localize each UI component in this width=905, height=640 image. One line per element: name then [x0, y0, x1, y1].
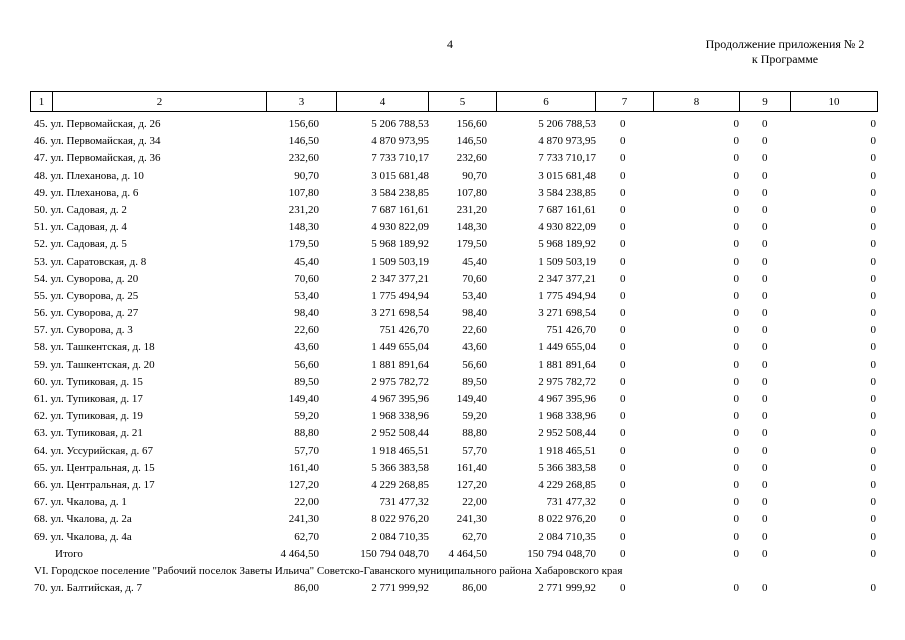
row-cell: 1 918 465,51 — [371, 444, 429, 457]
row-cell: 0 — [870, 324, 876, 337]
row-cell: 731 477,32 — [546, 496, 596, 509]
row-label: 65. ул. Центральная, д. 15 — [34, 461, 155, 474]
row-cell: 0 — [620, 530, 626, 543]
row-cell: 7 733 710,17 — [538, 152, 596, 165]
row-cell: 0 — [870, 530, 876, 543]
row-cell: 0 — [733, 118, 739, 130]
row-cell: 70,60 — [294, 272, 319, 285]
row-cell: 0 — [762, 393, 768, 405]
row-cell: 146,50 — [288, 135, 319, 148]
row-cell: 3 015 681,48 — [371, 169, 429, 182]
row-cell: 149,40 — [456, 393, 487, 405]
table-row — [0, 220, 905, 237]
row-cell: 156,60 — [456, 118, 487, 130]
row-cell: 0 — [620, 203, 626, 216]
row-cell: 0 — [620, 307, 626, 320]
row-cell: 0 — [733, 444, 739, 457]
header-cell: 8 — [654, 92, 740, 112]
row-cell: 98,40 — [462, 307, 487, 320]
row-cell: 90,70 — [294, 169, 319, 182]
row-cell: 0 — [733, 255, 739, 268]
row-cell: 0 — [620, 410, 626, 423]
row-cell: 53,40 — [462, 289, 487, 302]
row-cell: 0 — [620, 582, 626, 595]
row-label: 63. ул. Тупиковая, д. 21 — [34, 427, 143, 440]
row-cell: 0 — [620, 461, 626, 474]
row-label: 64. ул. Уссурийская, д. 67 — [34, 444, 153, 457]
row-cell: 0 — [870, 358, 876, 371]
row-cell: 0 — [620, 444, 626, 457]
row-cell: 0 — [762, 238, 768, 251]
row-label: 53. ул. Саратовская, д. 8 — [34, 255, 147, 268]
row-cell: 0 — [620, 221, 626, 234]
row-cell: 0 — [733, 238, 739, 251]
row-cell: 0 — [620, 186, 626, 199]
row-cell: 0 — [870, 427, 876, 440]
row-cell: 7 687 161,61 — [371, 203, 429, 216]
row-cell: 4 870 973,95 — [371, 135, 429, 148]
row-cell: 0 — [733, 358, 739, 371]
row-cell: 0 — [870, 513, 876, 526]
row-cell: 161,40 — [456, 461, 487, 474]
row-cell: 0 — [733, 221, 739, 234]
table-row — [0, 426, 905, 443]
row-label: 59. ул. Ташкентская, д. 20 — [34, 358, 155, 371]
row-cell: 86,00 — [294, 582, 319, 595]
row-cell: 7 733 710,17 — [371, 152, 429, 165]
row-cell: 5 366 383,58 — [371, 461, 429, 474]
row-cell: 4 930 822,09 — [371, 221, 429, 234]
row-label: 46. ул. Первомайская, д. 34 — [34, 135, 161, 148]
row-cell: 3 015 681,48 — [538, 169, 596, 182]
header-cell: 10 — [791, 92, 878, 112]
row-cell: 751 426,70 — [379, 324, 429, 337]
row-cell: 0 — [620, 513, 626, 526]
row-cell: 4 229 268,85 — [371, 478, 429, 491]
header-cell: 6 — [497, 92, 596, 112]
row-cell: 179,50 — [288, 238, 319, 251]
row-cell: 0 — [620, 427, 626, 440]
row-cell: 751 426,70 — [546, 324, 596, 337]
row-cell: 4 464,50 — [280, 547, 319, 560]
row-label: 54. ул. Суворова, д. 20 — [34, 272, 139, 285]
row-cell: 0 — [620, 272, 626, 285]
row-cell: 22,00 — [294, 496, 319, 509]
row-cell: 0 — [762, 341, 768, 354]
row-cell: 0 — [620, 238, 626, 251]
header-cell: 1 — [31, 92, 53, 112]
row-cell: 22,00 — [462, 496, 487, 509]
row-cell: 0 — [870, 203, 876, 216]
row-cell: 1 918 465,51 — [538, 444, 596, 457]
row-cell: 0 — [733, 375, 739, 388]
row-label: 56. ул. Суворова, д. 27 — [34, 307, 139, 320]
row-cell: 0 — [733, 513, 739, 526]
row-cell: 150 794 048,70 — [360, 547, 429, 560]
row-cell: 0 — [870, 582, 876, 595]
row-cell: 0 — [620, 118, 626, 130]
row-cell: 0 — [762, 307, 768, 320]
row-cell: 0 — [762, 135, 768, 148]
row-cell: 88,80 — [462, 427, 487, 440]
row-cell: 0 — [870, 393, 876, 405]
row-cell: 0 — [733, 547, 739, 560]
row-cell: 148,30 — [288, 221, 319, 234]
section-title: VI. Городское поселение "Рабочий поселок Заветы Ильича" Советско-Гаванского муниципального района Хабаровского края — [34, 564, 623, 577]
row-cell: 156,60 — [288, 118, 319, 130]
row-cell: 22,60 — [294, 324, 319, 337]
row-cell: 0 — [762, 358, 768, 371]
row-cell: 5 206 788,53 — [538, 118, 596, 130]
row-cell: 0 — [762, 118, 768, 130]
row-cell: 0 — [620, 358, 626, 371]
appendix-title — [695, 37, 875, 67]
row-cell: 70,60 — [462, 272, 487, 285]
row-cell: 22,60 — [462, 324, 487, 337]
row-label: 70. ул. Балтийская, д. 7 — [34, 582, 142, 595]
row-cell: 45,40 — [462, 255, 487, 268]
row-cell: 2 952 508,44 — [371, 427, 429, 440]
table-row — [0, 392, 905, 409]
row-cell: 0 — [733, 530, 739, 543]
row-cell: 0 — [870, 289, 876, 302]
row-label: 52. ул. Садовая, д. 5 — [34, 238, 127, 251]
row-cell: 89,50 — [294, 375, 319, 388]
row-cell: 0 — [870, 238, 876, 251]
row-cell: 2 975 782,72 — [538, 375, 596, 388]
row-cell: 0 — [870, 444, 876, 457]
row-cell: 5 968 189,92 — [538, 238, 596, 251]
section-row — [0, 564, 905, 581]
row-label: 55. ул. Суворова, д. 25 — [34, 289, 139, 302]
row-cell: 241,30 — [456, 513, 487, 526]
row-label: 50. ул. Садовая, д. 2 — [34, 203, 127, 216]
table-row — [0, 444, 905, 461]
row-cell: 0 — [620, 547, 626, 560]
table-row — [0, 375, 905, 392]
row-cell: 5 968 189,92 — [371, 238, 429, 251]
row-label: 51. ул. Садовая, д. 4 — [34, 221, 127, 234]
row-cell: 0 — [733, 203, 739, 216]
row-cell: 0 — [733, 427, 739, 440]
row-label: 69. ул. Чкалова, д. 4а — [34, 530, 132, 543]
row-cell: 2 347 377,21 — [538, 272, 596, 285]
row-cell: 0 — [733, 582, 739, 595]
row-cell: 0 — [870, 410, 876, 423]
table-body — [0, 117, 905, 598]
row-cell: 0 — [762, 461, 768, 474]
row-cell: 0 — [762, 427, 768, 440]
row-cell: 4 229 268,85 — [538, 478, 596, 491]
row-cell: 62,70 — [294, 530, 319, 543]
row-cell: 3 584 238,85 — [371, 186, 429, 199]
row-cell: 0 — [733, 272, 739, 285]
table-row — [0, 358, 905, 375]
row-cell: 53,40 — [294, 289, 319, 302]
row-cell: 0 — [870, 461, 876, 474]
row-cell: 107,80 — [288, 186, 319, 199]
row-cell: 0 — [762, 478, 768, 491]
header-cell: 2 — [53, 92, 267, 112]
row-cell: 0 — [762, 496, 768, 509]
row-cell: 1 881 891,64 — [538, 358, 596, 371]
row-cell: 0 — [733, 324, 739, 337]
row-cell: 4 464,50 — [448, 547, 487, 560]
row-cell: 59,20 — [462, 410, 487, 423]
header-cell: 9 — [740, 92, 791, 112]
row-cell: 4 870 973,95 — [538, 135, 596, 148]
header-cell: 4 — [337, 92, 429, 112]
row-cell: 0 — [733, 186, 739, 199]
row-cell: 0 — [733, 393, 739, 405]
row-cell: 5 206 788,53 — [371, 118, 429, 130]
row-cell: 0 — [762, 272, 768, 285]
row-cell: 45,40 — [294, 255, 319, 268]
row-cell: 1 449 655,04 — [371, 341, 429, 354]
row-cell: 0 — [762, 375, 768, 388]
row-cell: 57,70 — [294, 444, 319, 457]
row-cell: 1 968 338,96 — [538, 410, 596, 423]
row-cell: 89,50 — [462, 375, 487, 388]
row-cell: 0 — [762, 152, 768, 165]
table-row — [0, 461, 905, 478]
row-cell: 241,30 — [288, 513, 319, 526]
row-cell: 148,30 — [456, 221, 487, 234]
row-cell: 0 — [620, 496, 626, 509]
row-cell: 0 — [620, 152, 626, 165]
row-cell: 0 — [762, 186, 768, 199]
row-cell: 98,40 — [294, 307, 319, 320]
table-row — [0, 478, 905, 495]
header-cell: 7 — [596, 92, 654, 112]
appendix-title-line: Продолжение приложения № 2 — [705, 37, 865, 51]
row-cell: 0 — [762, 203, 768, 216]
table-row — [0, 117, 905, 134]
row-cell: 1 509 503,19 — [371, 255, 429, 268]
table-row — [0, 289, 905, 306]
row-cell: 127,20 — [456, 478, 487, 491]
table-row — [0, 547, 905, 564]
row-cell: 0 — [620, 169, 626, 182]
page-number: 4 — [447, 37, 453, 51]
row-cell: 1 775 494,94 — [538, 289, 596, 302]
table-header — [30, 91, 878, 112]
row-cell: 0 — [762, 289, 768, 302]
row-cell: 1 449 655,04 — [538, 341, 596, 354]
row-cell: 0 — [620, 135, 626, 148]
row-cell: 2 771 999,92 — [538, 582, 596, 595]
row-cell: 0 — [620, 289, 626, 302]
row-label: 66. ул. Центральная, д. 17 — [34, 478, 155, 491]
row-cell: 4 967 395,96 — [371, 393, 429, 405]
row-label: Итого — [55, 547, 83, 560]
row-cell: 0 — [870, 272, 876, 285]
row-cell: 0 — [870, 186, 876, 199]
table-row — [0, 134, 905, 151]
table-row — [0, 495, 905, 512]
row-cell: 0 — [870, 152, 876, 165]
row-label: 48. ул. Плеханова, д. 10 — [34, 169, 144, 182]
row-cell: 7 687 161,61 — [538, 203, 596, 216]
row-cell: 0 — [870, 169, 876, 182]
row-cell: 0 — [733, 341, 739, 354]
row-cell: 146,50 — [456, 135, 487, 148]
table-row — [0, 340, 905, 357]
row-cell: 0 — [762, 221, 768, 234]
row-label: 62. ул. Тупиковая, д. 19 — [34, 410, 143, 423]
row-cell: 0 — [733, 289, 739, 302]
row-cell: 43,60 — [462, 341, 487, 354]
row-label: 49. ул. Плеханова, д. 6 — [34, 186, 139, 199]
table-row — [0, 186, 905, 203]
table-row — [0, 255, 905, 272]
table-row — [0, 409, 905, 426]
header-cell: 3 — [267, 92, 337, 112]
row-cell: 0 — [762, 410, 768, 423]
row-cell: 4 967 395,96 — [538, 393, 596, 405]
row-cell: 0 — [762, 513, 768, 526]
row-cell: 90,70 — [462, 169, 487, 182]
row-cell: 0 — [620, 375, 626, 388]
row-cell: 179,50 — [456, 238, 487, 251]
row-cell: 2 084 710,35 — [538, 530, 596, 543]
row-cell: 0 — [762, 547, 768, 560]
row-cell: 0 — [870, 375, 876, 388]
row-cell: 3 584 238,85 — [538, 186, 596, 199]
row-label: 61. ул. Тупиковая, д. 17 — [34, 393, 143, 405]
row-cell: 0 — [620, 255, 626, 268]
row-label: 60. ул. Тупиковая, д. 15 — [34, 375, 143, 388]
row-cell: 0 — [870, 341, 876, 354]
row-cell: 0 — [733, 307, 739, 320]
row-cell: 0 — [733, 135, 739, 148]
row-cell: 1 968 338,96 — [371, 410, 429, 423]
row-cell: 3 271 698,54 — [538, 307, 596, 320]
row-cell: 0 — [762, 444, 768, 457]
table-row — [0, 237, 905, 254]
row-cell: 2 084 710,35 — [371, 530, 429, 543]
row-cell: 5 366 383,58 — [538, 461, 596, 474]
row-label: 45. ул. Первомайская, д. 26 — [34, 118, 161, 130]
row-cell: 62,70 — [462, 530, 487, 543]
row-cell: 1 881 891,64 — [371, 358, 429, 371]
row-cell: 59,20 — [294, 410, 319, 423]
table-row — [0, 512, 905, 529]
row-cell: 232,60 — [288, 152, 319, 165]
header-cell: 5 — [429, 92, 497, 112]
row-cell: 731 477,32 — [379, 496, 429, 509]
table-row — [0, 306, 905, 323]
row-cell: 56,60 — [462, 358, 487, 371]
row-cell: 0 — [870, 547, 876, 560]
table-row — [0, 530, 905, 547]
row-cell: 1 775 494,94 — [371, 289, 429, 302]
row-label: 58. ул. Ташкентская, д. 18 — [34, 341, 155, 354]
row-cell: 2 975 782,72 — [371, 375, 429, 388]
row-cell: 0 — [870, 307, 876, 320]
row-cell: 0 — [762, 169, 768, 182]
row-cell: 0 — [870, 255, 876, 268]
row-cell: 0 — [762, 324, 768, 337]
header-row — [31, 92, 878, 112]
row-cell: 56,60 — [294, 358, 319, 371]
table-row — [0, 581, 905, 598]
row-cell: 2 771 999,92 — [371, 582, 429, 595]
row-cell: 0 — [733, 461, 739, 474]
row-cell: 0 — [762, 255, 768, 268]
row-cell: 86,00 — [462, 582, 487, 595]
table-row — [0, 151, 905, 168]
table-row — [0, 203, 905, 220]
row-cell: 0 — [733, 496, 739, 509]
row-cell: 0 — [733, 478, 739, 491]
table-row — [0, 323, 905, 340]
row-label: 68. ул. Чкалова, д. 2а — [34, 513, 132, 526]
row-cell: 107,80 — [456, 186, 487, 199]
row-cell: 0 — [620, 324, 626, 337]
row-label: 47. ул. Первомайская, д. 36 — [34, 152, 161, 165]
table-row — [0, 272, 905, 289]
row-cell: 161,40 — [288, 461, 319, 474]
row-cell: 3 271 698,54 — [371, 307, 429, 320]
row-cell: 0 — [762, 530, 768, 543]
row-cell: 0 — [620, 341, 626, 354]
row-cell: 57,70 — [462, 444, 487, 457]
row-cell: 232,60 — [456, 152, 487, 165]
row-cell: 231,20 — [456, 203, 487, 216]
row-label: 67. ул. Чкалова, д. 1 — [34, 496, 127, 509]
row-cell: 0 — [733, 169, 739, 182]
row-cell: 149,40 — [288, 393, 319, 405]
row-cell: 0 — [870, 118, 876, 130]
row-cell: 43,60 — [294, 341, 319, 354]
row-cell: 127,20 — [288, 478, 319, 491]
row-cell: 2 952 508,44 — [538, 427, 596, 440]
row-cell: 0 — [870, 221, 876, 234]
row-cell: 4 930 822,09 — [538, 221, 596, 234]
row-cell: 0 — [733, 410, 739, 423]
row-cell: 231,20 — [288, 203, 319, 216]
row-cell: 0 — [620, 478, 626, 491]
row-cell: 150 794 048,70 — [527, 547, 596, 560]
row-cell: 88,80 — [294, 427, 319, 440]
row-label: 57. ул. Суворова, д. 3 — [34, 324, 133, 337]
row-cell: 0 — [870, 496, 876, 509]
row-cell: 0 — [870, 135, 876, 148]
row-cell: 8 022 976,20 — [371, 513, 429, 526]
row-cell: 0 — [762, 582, 768, 595]
appendix-title-line: к Программе — [751, 52, 819, 66]
row-cell: 8 022 976,20 — [538, 513, 596, 526]
row-cell: 1 509 503,19 — [538, 255, 596, 268]
table-row — [0, 169, 905, 186]
row-cell: 0 — [733, 152, 739, 165]
row-cell: 0 — [870, 478, 876, 491]
row-cell: 2 347 377,21 — [371, 272, 429, 285]
row-cell: 0 — [620, 393, 626, 405]
